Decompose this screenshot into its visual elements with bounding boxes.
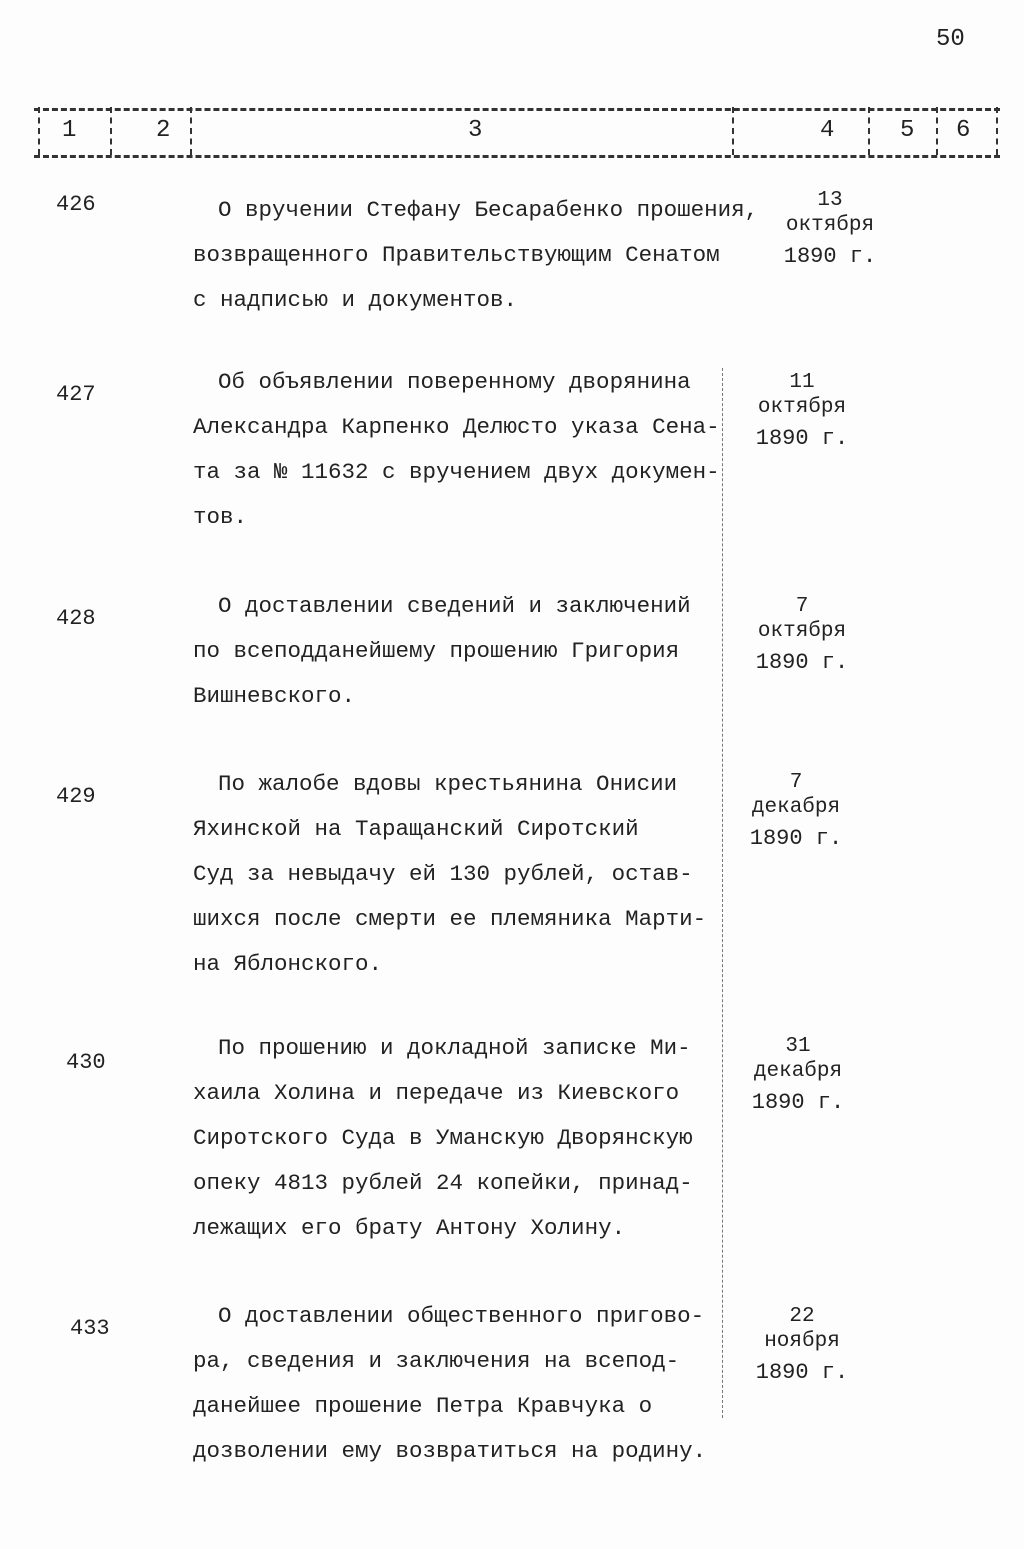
date-day: 7: [795, 595, 809, 618]
record-date: [742, 594, 862, 675]
record-description: [193, 188, 758, 323]
column-separator: [936, 107, 938, 155]
date-month: октября: [757, 396, 847, 419]
text-line: дозволении ему возвратиться на родину.: [193, 1438, 707, 1464]
date-year: 1890 г.: [755, 426, 849, 451]
date-year: 1890 г.: [755, 650, 849, 675]
text-line: По жалобе вдовы крестьянина Онисии: [218, 771, 678, 797]
text-line: О доставлении общественного пригово-: [218, 1303, 705, 1329]
record-number: 430: [66, 1050, 106, 1075]
text-line: О доставлении сведений и заключений: [218, 593, 691, 619]
text-line: тов.: [193, 504, 248, 530]
date-month: декабря: [753, 1060, 843, 1083]
text-line: По прошению и докладной записке Ми-: [218, 1035, 691, 1061]
column-separator: [110, 107, 112, 155]
column-separator: [868, 107, 870, 155]
record-description: [193, 584, 691, 719]
record-description: [193, 1026, 693, 1251]
record-description: [193, 1294, 706, 1474]
column-separator: [38, 107, 40, 155]
date-day: 7: [789, 771, 803, 794]
column-header: 1: [62, 117, 77, 144]
record-number: 426: [56, 192, 96, 217]
text-line: Вишневского.: [193, 683, 356, 709]
text-line: по всеподданейшему прошению Григория: [193, 638, 680, 664]
date-day: 11: [789, 371, 815, 394]
record-date: [736, 770, 856, 851]
column-header: 4: [820, 117, 835, 144]
table-header: [34, 108, 1000, 158]
date-year: 1890 г.: [755, 1360, 849, 1385]
text-line: опеку 4813 рублей 24 копейки, принад-: [193, 1170, 693, 1196]
record-date: [770, 188, 890, 269]
text-line: лежащих его брату Антону Холину.: [193, 1215, 626, 1241]
record-number: 427: [56, 382, 96, 407]
column-header: 2: [156, 117, 171, 144]
record-number: 429: [56, 784, 96, 809]
column-header: 5: [900, 117, 915, 144]
text-line: на Яблонского.: [193, 951, 383, 977]
column-separator: [732, 107, 734, 155]
date-month: декабря: [751, 796, 841, 819]
record-date: [742, 1304, 862, 1385]
text-line: шихся после смерти ее племяника Марти-: [193, 906, 707, 932]
record-date: [738, 1034, 858, 1115]
text-line: ра, сведения и заключения на всепод-: [193, 1348, 680, 1374]
date-day: 31: [785, 1035, 811, 1058]
record-number: 433: [70, 1316, 110, 1341]
date-year: 1890 г.: [751, 1090, 845, 1115]
text-line: Об объявлении поверенному дворянина: [218, 369, 691, 395]
column-header: 6: [956, 117, 971, 144]
text-line: Сиротского Суда в Уманскую Дворянскую: [193, 1125, 693, 1151]
text-line: хаила Холина и передаче из Киевского: [193, 1080, 680, 1106]
column-separator: [190, 107, 192, 155]
column-header: 3: [468, 117, 483, 144]
date-year: 1890 г.: [749, 826, 843, 851]
date-day: 13: [817, 189, 843, 212]
date-year: 1890 г.: [783, 244, 877, 269]
column-divider: [722, 368, 723, 1418]
record-date: [742, 370, 862, 451]
record-description: [193, 762, 706, 987]
date-month: октября: [757, 620, 847, 643]
column-separator: [996, 107, 998, 155]
text-line: Яхинской на Таращанский Сиротский: [193, 816, 639, 842]
text-line: Суд за невыдачу ей 130 рублей, остав-: [193, 861, 693, 887]
record-description: [193, 360, 720, 540]
page-number: 50: [936, 26, 965, 53]
text-line: Александра Карпенко Делюсто указа Сена-: [193, 414, 720, 440]
text-line: та за № 11632 с вручением двух докумен-: [193, 459, 720, 485]
date-month: ноября: [764, 1330, 840, 1353]
text-line: О вручении Стефану Бесарабенко прошения,: [218, 197, 759, 223]
date-month: октября: [785, 214, 875, 237]
date-day: 22: [789, 1305, 815, 1328]
text-line: данейшее прошение Петра Кравчука о: [193, 1393, 653, 1419]
text-line: возвращенного Правительствующим Сенатом: [193, 242, 720, 268]
text-line: с надписью и документов.: [193, 287, 518, 313]
record-number: 428: [56, 606, 96, 631]
